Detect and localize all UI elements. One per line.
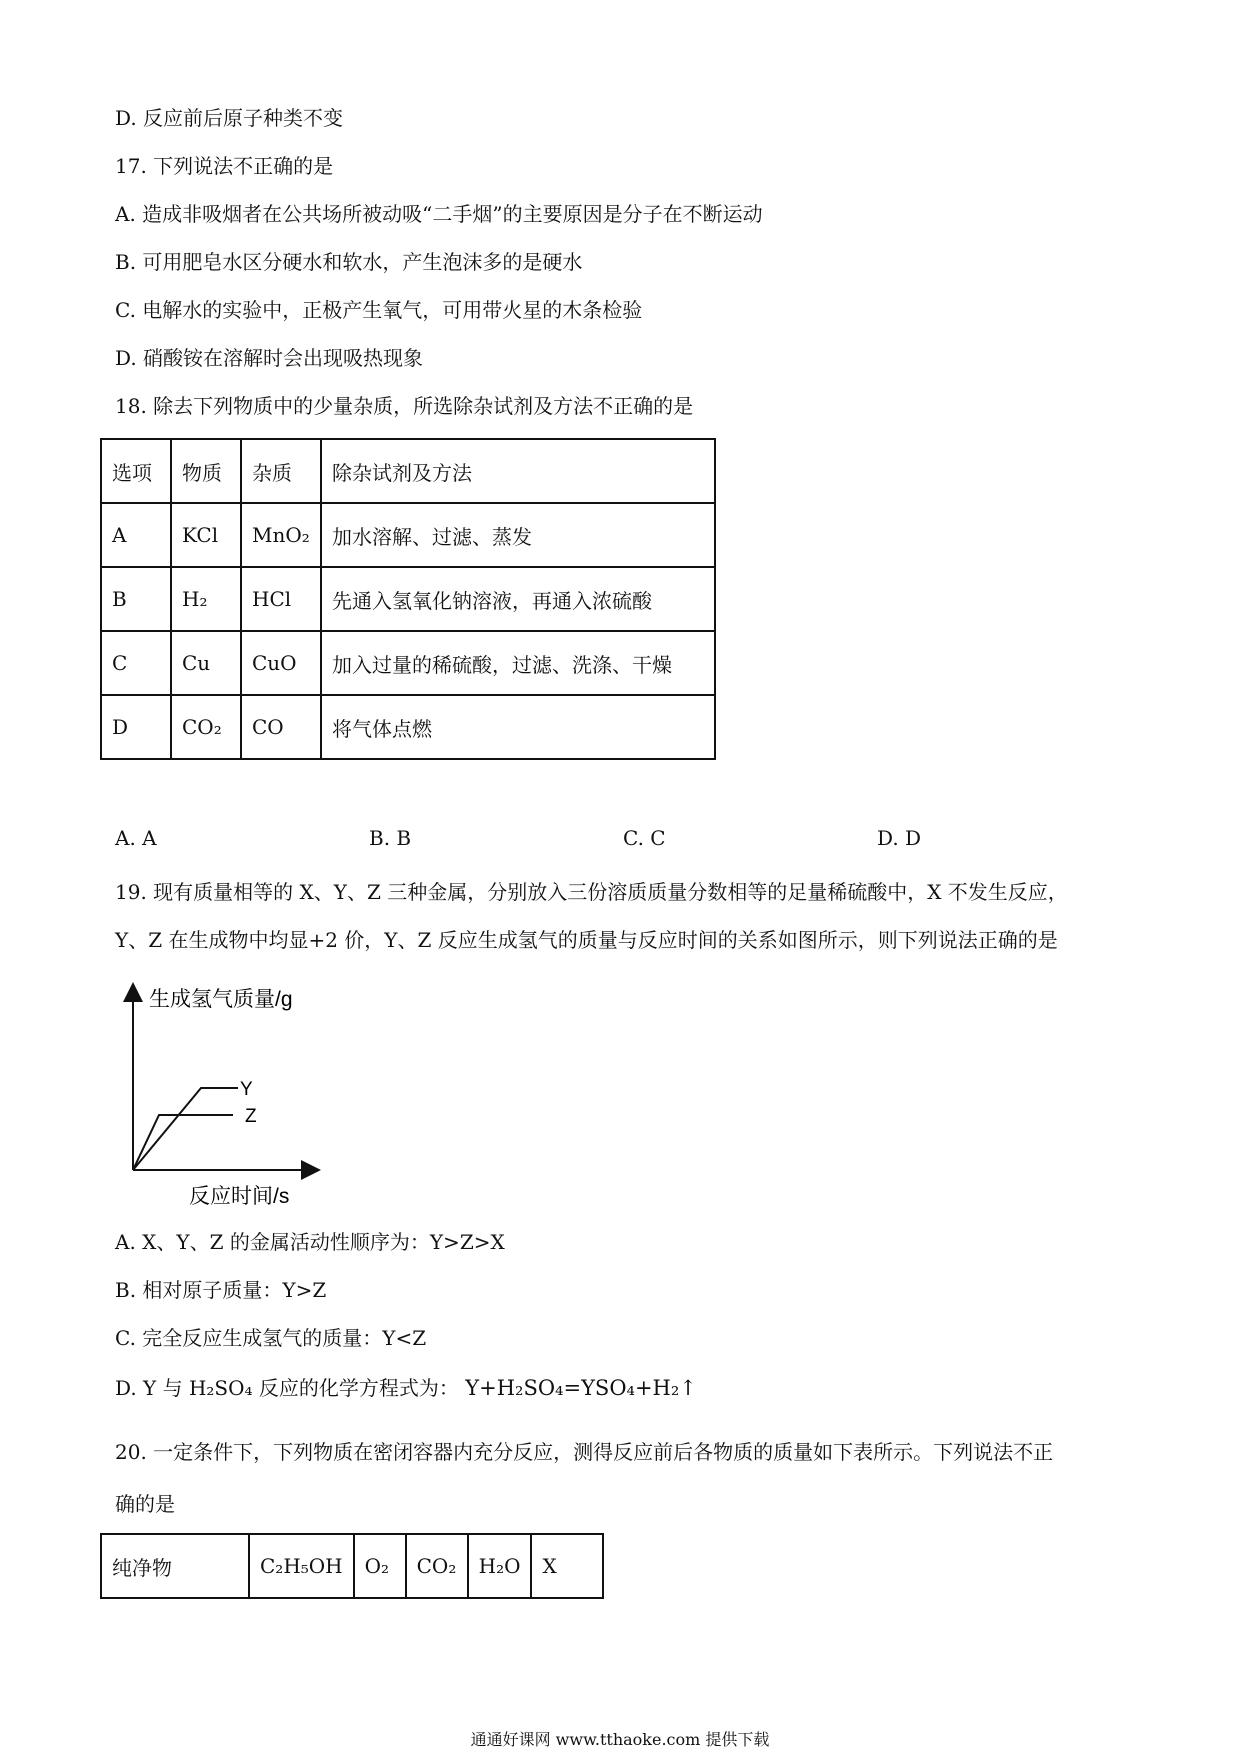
header-cell: 除杂试剂及方法	[321, 439, 715, 503]
table-row	[101, 1534, 603, 1598]
table-cell: MnO₂	[241, 503, 321, 567]
table-cell: C₂H₅OH	[249, 1534, 354, 1598]
q18-option-a: A. A	[115, 826, 157, 850]
header-cell: 选项	[101, 439, 171, 503]
q19-option-c: C. 完全反应生成氢气的质量：Y<Z	[115, 1326, 427, 1350]
q20-stem-line2: 确的是	[115, 1492, 175, 1516]
q18-stem: 18. 除去下列物质中的少量杂质，所选除杂试剂及方法不正确的是	[115, 394, 694, 418]
header-cell: 杂质	[241, 439, 321, 503]
table-row	[101, 567, 715, 631]
table-cell: CO	[241, 695, 321, 759]
table-header-row	[101, 439, 715, 503]
h2so4-formula: H₂SO₄	[188, 1376, 253, 1400]
series-y-line	[133, 1088, 238, 1170]
header-cell: 物质	[171, 439, 241, 503]
q19-stem-line2: Y、Z 在生成物中均显+2 价，Y、Z 反应生成氢气的质量与反应时间的关系如图所示，则下列说法正确的是	[115, 928, 1058, 952]
table-cell: H₂	[171, 567, 241, 631]
q17-option-c: C. 电解水的实验中，正极产生氧气，可用带火星的木条检验	[115, 298, 643, 322]
q19-hydrogen-chart	[115, 978, 345, 1208]
footer-source: 通通好课网 www.tthaoke.com 提供下载	[470, 1730, 770, 1749]
table-cell: CO₂	[406, 1534, 468, 1598]
q18-option-d: D. D	[877, 826, 922, 850]
table-cell: 加入过量的稀硫酸，过滤、洗涤、干燥	[321, 631, 715, 695]
q16-option-d: D. 反应前后原子种类不变	[115, 106, 344, 130]
table-cell: HCl	[241, 567, 321, 631]
x-axis-label: 反应时间/s	[189, 1185, 290, 1208]
series-z-label: Z	[245, 1106, 257, 1127]
q20-stem-line1: 20. 一定条件下，下列物质在密闭容器内充分反应，测得反应前后各物质的质量如下表所示。下列说法不正	[115, 1440, 1054, 1464]
q19-option-d-prefix: D. Y 与	[115, 1376, 183, 1400]
q17-option-b: B. 可用肥皂水区分硬水和软水，产生泡沫多的是硬水	[115, 250, 583, 274]
q19-stem-line1: 19. 现有质量相等的 X、Y、Z 三种金属，分别放入三份溶质质量分数相等的足量稀硫酸中，X 不发生反应，	[115, 880, 1068, 904]
table-cell: C	[101, 631, 171, 695]
q18-options	[115, 826, 995, 856]
table-row	[101, 695, 715, 759]
table-cell: H₂O	[468, 1534, 532, 1598]
series-y-label: Y	[240, 1079, 253, 1100]
y-axis-label: 生成氢气质量/g	[149, 988, 293, 1011]
table-row	[101, 503, 715, 567]
table-cell: 先通入氢氧化钠溶液，再通入浓硫酸	[321, 567, 715, 631]
q17-option-d: D. 硝酸铵在溶解时会出现吸热现象	[115, 346, 424, 370]
table-cell: 加水溶解、过滤、蒸发	[321, 503, 715, 567]
series-z-line	[133, 1115, 233, 1170]
table-cell: CuO	[241, 631, 321, 695]
table-cell: CO₂	[171, 695, 241, 759]
table-cell: KCl	[171, 503, 241, 567]
q19-option-d-mid: 反应的化学方程式为：	[258, 1376, 459, 1400]
q19-option-b: B. 相对原子质量：Y>Z	[115, 1278, 327, 1302]
table-row	[101, 631, 715, 695]
q19-option-a: A. X、Y、Z 的金属活动性顺序为：Y>Z>X	[115, 1230, 505, 1254]
table-cell: O₂	[354, 1534, 406, 1598]
q18-option-b: B. B	[369, 826, 412, 850]
table-cell: B	[101, 567, 171, 631]
q18-option-c: C. C	[623, 826, 666, 850]
table-cell: 将气体点燃	[321, 695, 715, 759]
q20-table	[100, 1533, 604, 1599]
table-cell: D	[101, 695, 171, 759]
table-cell: A	[101, 503, 171, 567]
table-cell: Cu	[171, 631, 241, 695]
q18-table	[100, 438, 716, 760]
q19-option-d	[115, 1374, 697, 1402]
q17-stem: 17. 下列说法不正确的是	[115, 154, 334, 178]
table-cell: X	[531, 1534, 603, 1598]
q17-option-a: A. 造成非吸烟者在公共场所被动吸“二手烟”的主要原因是分子在不断运动	[115, 202, 763, 226]
chemical-equation: Y+H₂SO₄=YSO₄+H₂↑	[465, 1376, 697, 1400]
table-cell: 纯净物	[101, 1534, 249, 1598]
